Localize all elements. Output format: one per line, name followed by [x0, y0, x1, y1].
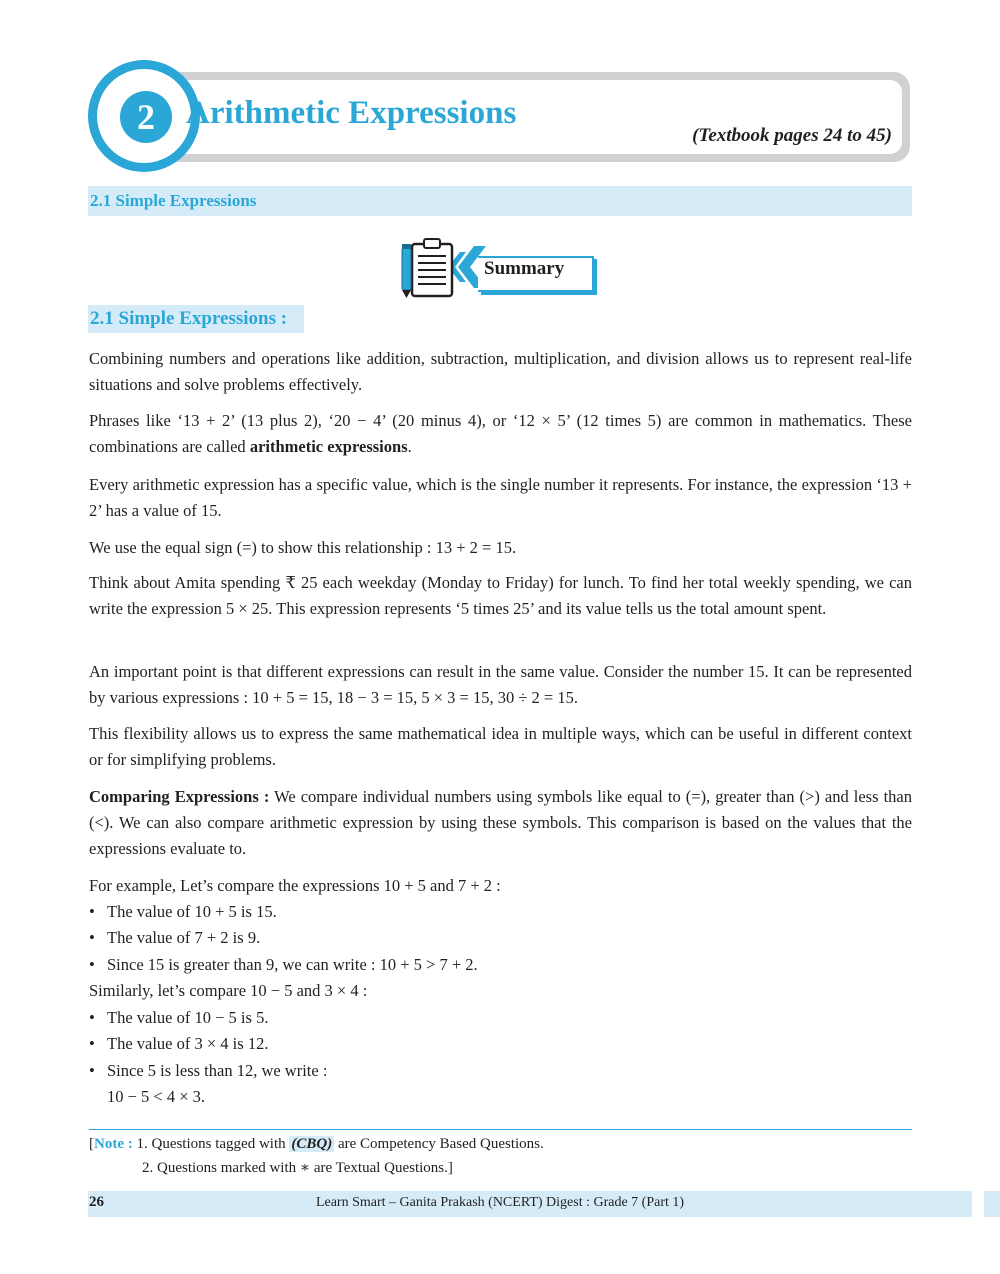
list-item: [89, 1058, 327, 1084]
bullet-icon: •: [89, 902, 95, 921]
list-item: [89, 1005, 268, 1031]
list-item-text: Since 5 is less than 12, we write :: [107, 1061, 328, 1080]
paragraph-text: Phrases like ‘13 + 2’ (13 plus 2), ‘20 − 4’ (20 minus 4), or ‘12 × 5’ (12 times 5) are common in mathematics. These combinations are called: [89, 411, 912, 456]
list-item: [89, 925, 260, 951]
example-intro: For example, Let’s compare the expressions 10 + 5 and 7 + 2 :: [89, 876, 501, 895]
section-title: 2.1 Simple Expressions: [90, 191, 257, 210]
subsection-band: [88, 305, 304, 333]
list-item-text: The value of 10 − 5 is 5.: [107, 1008, 269, 1027]
term-comparing-expressions: Comparing Expressions :: [89, 787, 270, 806]
note-heading: Note :: [94, 1136, 133, 1152]
list-item: [89, 952, 478, 978]
inequality-result: 10 − 5 < 4 × 3.: [107, 1087, 206, 1106]
pen-icon: [402, 244, 411, 298]
note-line-1: [89, 1132, 544, 1156]
bullet-icon: •: [89, 1034, 95, 1053]
chapter-title: Arithmetic Expressions: [186, 95, 517, 131]
paragraph: Combining numbers and operations like addition, subtraction, multiplication, and division allows us to represent real-life situations and solve problems effectively.: [89, 349, 912, 394]
section-band: [88, 186, 912, 216]
summary-label: Summary: [484, 258, 565, 279]
list-item: [89, 899, 277, 925]
paragraph-text: We compare individual numbers using symbols like equal to (=), greater than (>) and less than (<). We can also compare arithmetic expression by using these symbols. This comparison is based on the values that the expressions evaluate to.: [89, 787, 912, 858]
list-item: [89, 1031, 268, 1057]
paragraph: [89, 784, 912, 862]
note-text: are Competency Based Questions.: [334, 1136, 544, 1152]
note-divider: [89, 1129, 912, 1130]
footer-text: Learn Smart – Ganita Prakash (NCERT) Digest : Grade 7 (Part 1): [315, 1195, 685, 1210]
paragraph: We use the equal sign (=) to show this relationship : 13 + 2 = 15.: [89, 538, 517, 557]
textbook-pages: (Textbook pages 24 to 45): [692, 125, 892, 146]
list-item-text: The value of 10 + 5 is 15.: [107, 902, 277, 921]
list-item-text: Since 15 is greater than 9, we can write : 10 + 5 > 7 + 2.: [107, 955, 478, 974]
bullet-icon: •: [89, 955, 95, 974]
bullet-icon: •: [89, 1008, 95, 1027]
subsection-title: 2.1 Simple Expressions :: [90, 308, 288, 329]
note-text: 1. Questions tagged with: [132, 1136, 290, 1152]
list-item-text: The value of 3 × 4 is 12.: [107, 1034, 269, 1053]
note-bracket: [: [89, 1136, 94, 1152]
note-line-2: 2. Questions marked with ∗ are Textual Questions.]: [142, 1160, 453, 1176]
page-number: 26: [89, 1194, 104, 1210]
paragraph: [89, 408, 912, 460]
paragraph: Every arithmetic expression has a specific value, which is the single number it represents. For instance, the expression ‘13 + 2’ has a value of 15.: [89, 475, 912, 520]
paragraph-text: .: [407, 437, 412, 456]
clipboard-icon: [398, 234, 490, 300]
paragraph: This flexibility allows us to express the same mathematical idea in multiple ways, which can be useful in different context or for simplifying problems.: [89, 724, 912, 769]
list-item-text: The value of 7 + 2 is 9.: [107, 928, 261, 947]
example-intro: Similarly, let’s compare 10 − 5 and 3 × 4 :: [89, 981, 368, 1000]
chapter-number: 2: [120, 91, 172, 143]
term-arithmetic-expressions: arithmetic expressions: [249, 437, 408, 456]
paragraph: An important point is that different expressions can result in the same value. Consider the number 15. It can be represented by various expressions : 10 + 5 = 15, 18 − 3 = 15, 5 × 3 = 15, 30 ÷ 2 = 15.: [89, 662, 912, 707]
paragraph: Think about Amita spending ₹ 25 each weekday (Monday to Friday) for lunch. To find her total weekly spending, we can write the expression 5 × 25. This expression represents ‘5 times 25’ and its value tells us the total amount spent.: [89, 573, 912, 618]
cbq-tag: (CBQ): [291, 1136, 333, 1152]
bullet-icon: •: [89, 928, 95, 947]
bullet-icon: •: [89, 1061, 95, 1080]
